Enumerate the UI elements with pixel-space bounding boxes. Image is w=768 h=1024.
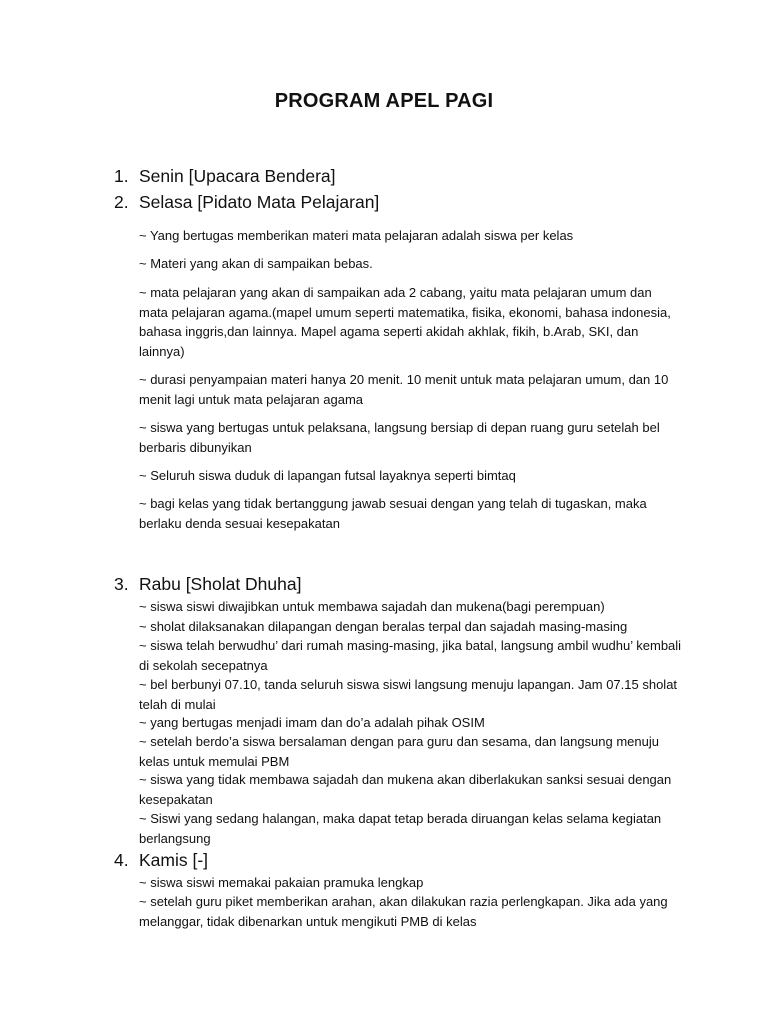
document-title: PROGRAM APEL PAGI [274, 90, 494, 112]
selasa-item-2: ~ Materi yang akan di sampaikan bebas. [139, 256, 373, 271]
list-number: 3. [114, 574, 129, 594]
day-heading-selasa [114, 192, 379, 213]
selasa-item-7: ~ bagi kelas yang tidak bertanggung jawab sesuai dengan yang telah di tugaskan, maka berlaku denda sesuai kesepakatan [139, 496, 647, 531]
rabu-item-4: ~ bel berbunyi 07.10, tanda seluruh siswa siswi langsung menuju lapangan. Jam 07.15 sholat telah di mulai [139, 677, 678, 712]
rabu-item-7: ~ siswa yang tidak membawa sajadah dan mukena akan diberlakukan sanksi sesuai dengan kesepakatan [139, 772, 672, 807]
kamis-item-1: ~ siswa siswi memakai pakaian pramuka lengkap [139, 875, 424, 890]
list-number: 4. [114, 850, 129, 870]
day-heading-rabu [114, 574, 301, 595]
day-heading-text: Senin [Upacara Bendera] [139, 166, 336, 186]
rabu-item-2: ~ sholat dilaksanakan dilapangan dengan beralas terpal dan sajadah masing-masing [139, 619, 628, 634]
selasa-item-6: ~ Seluruh siswa duduk di lapangan futsal layaknya seperti bimtaq [139, 468, 516, 483]
day-heading-text: Rabu [Sholat Dhuha] [139, 574, 302, 594]
kamis-item-2: ~ setelah guru piket memberikan arahan, akan dilakukan razia perlengkapan. Jika ada yang melanggar, tidak dibenarkan untuk mengikuti PMB di kelas [139, 894, 668, 929]
selasa-item-4: ~ durasi penyampaian materi hanya 20 menit. 10 menit untuk mata pelajaran umum, dan 10 menit lagi untuk mata pelajaran agama [139, 372, 669, 407]
day-heading-text: Kamis [-] [139, 850, 209, 870]
day-heading-text: Selasa [Pidato Mata Pelajaran] [139, 192, 380, 212]
selasa-item-1: ~ Yang bertugas memberikan materi mata pelajaran adalah siswa per kelas [139, 228, 574, 243]
rabu-item-6: ~ setelah berdo’a siswa bersalaman dengan para guru dan sesama, dan langsung menuju kelas untuk memulai PBM [139, 734, 659, 769]
day-heading-kamis [114, 850, 208, 871]
list-number: 2. [114, 192, 129, 212]
selasa-item-5: ~ siswa yang bertugas untuk pelaksana, langsung bersiap di depan ruang guru setelah bel berbaris dibunyikan [139, 420, 660, 455]
selasa-item-3: ~ mata pelajaran yang akan di sampaikan ada 2 cabang, yaitu mata pelajaran umum dan mata pelajaran agama.(mapel umum seperti matematika, fisika, ekonomi, bahasa indonesia, bahasa inggris,dan lainnya. Mapel agama seperti akidah akhlak, fikih, b.Arab, SKI, dan lainnya) [139, 285, 671, 359]
day-heading-senin [114, 166, 336, 187]
rabu-item-5: ~ yang bertugas menjadi imam dan do’a adalah pihak OSIM [139, 715, 485, 730]
rabu-item-1: ~ siswa siswi diwajibkan untuk membawa sajadah dan mukena(bagi perempuan) [139, 599, 605, 614]
rabu-item-8: ~ Siswi yang sedang halangan, maka dapat tetap berada diruangan kelas selama kegiatan berlangsung [139, 811, 662, 846]
rabu-item-3: ~ siswa telah berwudhu’ dari rumah masing-masing, jika batal, langsung ambil wudhu’ kembali di sekolah secepatnya [139, 638, 682, 673]
list-number: 1. [114, 166, 129, 186]
